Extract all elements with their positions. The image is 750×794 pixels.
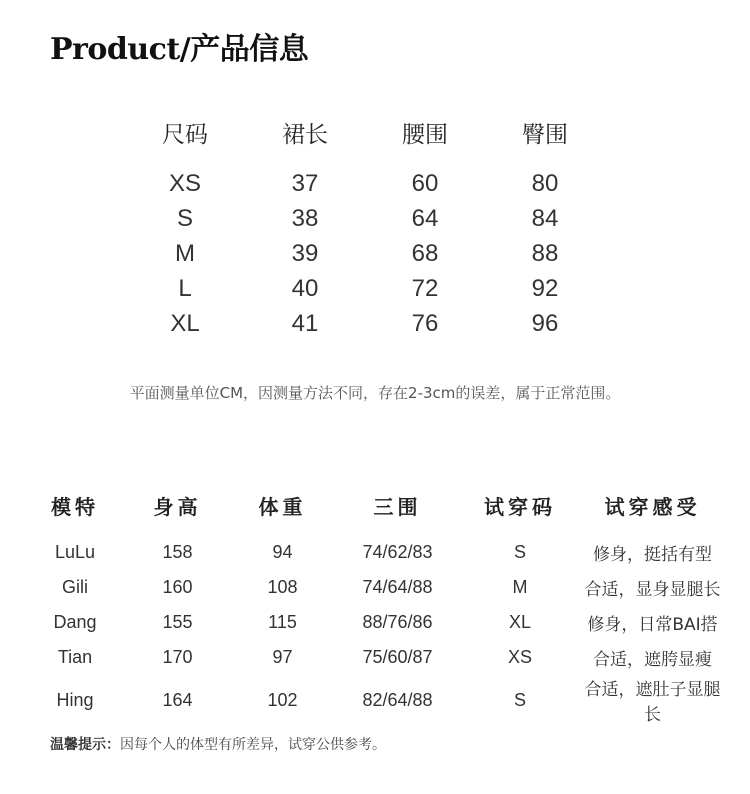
size-table-header — [125, 112, 605, 152]
measurement-note: 平面测量单位CM，因测量方法不同，存在2-3cm的误差，属于正常范围。 — [129, 384, 621, 402]
size-row — [125, 201, 605, 236]
header-fit-feedback: 试穿感受 — [604, 494, 701, 519]
header-try-size: 试穿码 — [484, 494, 556, 519]
hip-cell: 92 — [531, 274, 559, 302]
tips-text: 因每个人的体型有所差异，试穿公供参考。 — [120, 737, 386, 753]
size-cell: XS — [168, 169, 201, 197]
model-measurements-cell: 74/62/83 — [362, 542, 433, 562]
model-measurements-cell: 88/76/86 — [362, 612, 433, 632]
size-table — [125, 112, 605, 341]
size-cell: S — [176, 204, 193, 232]
model-weight-cell: 97 — [272, 647, 293, 667]
model-try-size-cell: M — [512, 577, 528, 597]
size-row — [125, 306, 605, 341]
header-model: 模特 — [51, 494, 99, 519]
model-name-cell: Gili — [62, 577, 88, 597]
model-name-cell: Hing — [56, 689, 94, 710]
model-height-cell: 164 — [162, 689, 193, 710]
tips-label: 温馨提示： — [50, 737, 120, 753]
model-name-cell: LuLu — [54, 542, 96, 562]
skirt-length-cell: 39 — [291, 239, 319, 267]
waist-cell: 64 — [411, 204, 439, 232]
size-cell: M — [175, 239, 195, 267]
header-skirt-length: 裙长 — [282, 121, 328, 148]
model-name-cell: Tian — [57, 647, 93, 667]
tips — [50, 734, 386, 754]
size-row — [125, 236, 605, 271]
model-feedback-cell: 合适，遮肚子显腿长 — [584, 680, 721, 725]
model-try-size-cell: XL — [508, 612, 532, 632]
model-measurements-cell: 74/64/88 — [362, 577, 433, 597]
model-row — [25, 640, 725, 675]
model-weight-cell: 94 — [272, 542, 293, 562]
skirt-length-cell: 41 — [291, 309, 319, 337]
model-feedback-cell: 修身，日常BAI搭 — [587, 615, 718, 635]
model-measurements-cell: 75/60/87 — [362, 647, 433, 667]
skirt-length-cell: 38 — [291, 204, 319, 232]
model-try-size-cell: XS — [507, 647, 532, 667]
header-waist: 腰围 — [402, 121, 448, 148]
model-weight-cell: 108 — [267, 577, 298, 597]
model-weight-cell: 102 — [267, 689, 298, 710]
header-weight: 体重 — [258, 494, 307, 519]
model-row — [25, 675, 725, 725]
skirt-length-cell: 40 — [291, 274, 319, 302]
skirt-length-cell: 37 — [291, 169, 319, 197]
model-feedback-cell: 修身，挺括有型 — [593, 545, 712, 565]
header-hip: 臀围 — [522, 121, 568, 148]
model-measurements-cell: 82/64/88 — [362, 689, 433, 710]
page-title: Product/产品信息 — [50, 32, 309, 67]
model-weight-cell: 115 — [268, 612, 297, 632]
waist-cell: 76 — [411, 309, 439, 337]
header-size: 尺码 — [162, 121, 208, 148]
hip-cell: 96 — [531, 309, 559, 337]
header-measurements: 三围 — [373, 494, 422, 519]
model-name-cell: Dang — [53, 612, 97, 632]
model-row — [25, 535, 725, 570]
waist-cell: 72 — [411, 274, 439, 302]
model-table — [25, 485, 725, 725]
model-row — [25, 605, 725, 640]
waist-cell: 68 — [411, 239, 439, 267]
model-height-cell: 155 — [162, 612, 193, 632]
model-try-size-cell: S — [513, 689, 526, 710]
model-feedback-cell: 合适，遮胯显瘦 — [593, 650, 712, 670]
size-row — [125, 271, 605, 306]
model-try-size-cell: S — [513, 542, 526, 562]
hip-cell: 80 — [531, 169, 559, 197]
hip-cell: 84 — [531, 204, 559, 232]
model-feedback-cell: 合适，显身显腿长 — [584, 580, 721, 600]
model-height-cell: 170 — [162, 647, 193, 667]
size-row — [125, 166, 605, 201]
hip-cell: 88 — [531, 239, 559, 267]
size-cell: XL — [170, 309, 200, 337]
header-height: 身高 — [153, 494, 202, 519]
size-cell: L — [178, 274, 192, 302]
waist-cell: 60 — [411, 169, 439, 197]
model-height-cell: 160 — [162, 577, 193, 597]
model-table-header — [25, 485, 725, 525]
model-row — [25, 570, 725, 605]
model-height-cell: 158 — [162, 542, 193, 562]
